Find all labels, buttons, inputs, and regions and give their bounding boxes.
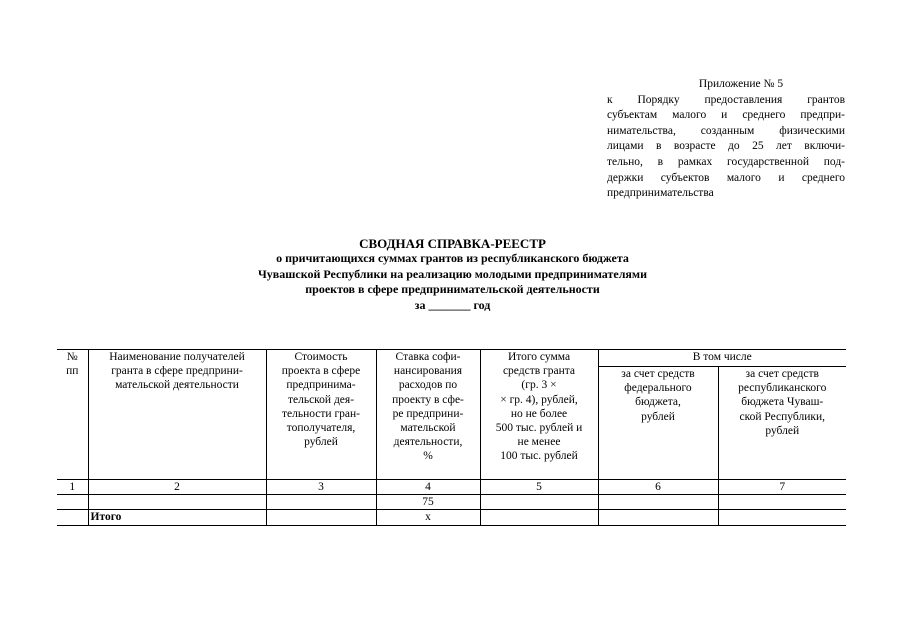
table-cell [57,510,88,525]
column-number: 4 [376,480,480,495]
document-title [150,236,755,313]
table-row [57,495,846,510]
annex-line: лицами в возрасте до 25 лет включи- [607,140,845,153]
header-cell-federal: за счет средств федерального бюджета, рублей [598,367,718,480]
header-cell-republican: за счет средств республиканского бюджета Чуваш- ской Республики, рублей [718,367,846,480]
header-cell-cofinancing-rate: Ставка софи- нансирования расходов по проекту в сфе- ре предприни- мательской деятельности, % [376,350,480,480]
header-cell-recipient: Наименование получателей гранта в сфере предприни- мательской деятельности [88,350,266,480]
column-number: 6 [598,480,718,495]
annex-number: Приложение № 5 [698,78,784,90]
total-label: Итого [88,510,266,525]
annex-line: держки субъектов малого и среднего [607,171,845,184]
header-cell-project-cost: Стоимость проекта в сфере предпринима- тельской дея- тельности гран- тополучателя, рублей [266,350,376,480]
table-cell [598,495,718,510]
column-number: 5 [480,480,598,495]
header-cell-group: В том числе [598,350,846,367]
annex-line: предпринимательства [607,187,714,200]
table-cell: 75 [376,495,480,510]
table-cell [480,510,598,525]
column-number: 7 [718,480,846,495]
annex-line: нимательства, созданным физическими [607,124,845,137]
annex-note [607,77,845,202]
column-numbers-row [57,480,846,495]
total-row [57,510,846,525]
column-number: 3 [266,480,376,495]
annex-line: тельно, в рамках государственной под- [607,155,845,168]
title-line: проектов в сфере предпринимательской деятельности [305,282,600,297]
table-cell [598,510,718,525]
table-cell [57,495,88,510]
table-cell [480,495,598,510]
table-cell [88,495,266,510]
table-cell [266,510,376,525]
annex-line: субъектам малого и среднего предпри- [607,109,845,122]
title-main: СВОДНАЯ СПРАВКА-РЕЕСТР [359,236,546,251]
column-number: 1 [57,480,88,495]
table-cell [718,510,846,525]
title-year-line: за _______ год [414,297,491,312]
table-cell [718,495,846,510]
table-cell [266,495,376,510]
header-cell-number: № пп [57,350,88,480]
table-cell: х [376,510,480,525]
header-cell-grant-total: Итого сумма средств гранта (гр. 3 × × гр. 4), рублей, но не более 500 тыс. рублей и не менее 100 тыс. рублей [480,350,598,480]
title-line: о причитающихся суммах грантов из республиканского бюджета [276,251,629,266]
annex-line: к Порядку предоставления грантов [607,93,845,106]
registry-table [57,349,846,526]
title-line: Чувашской Республики на реализацию молодыми предпринимателями [257,266,648,281]
column-number: 2 [88,480,266,495]
